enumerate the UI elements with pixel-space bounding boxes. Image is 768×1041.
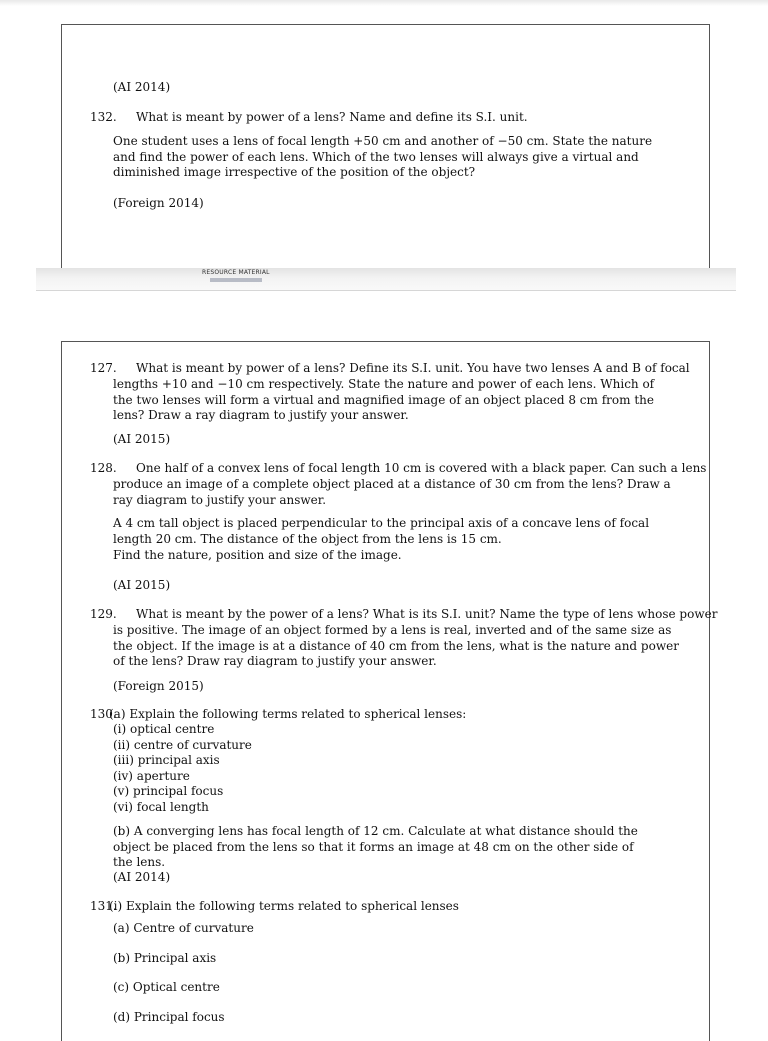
- question-text: One half of a convex lens of focal length 10 cm is covered with a black paper. Can such a lens: [136, 461, 707, 475]
- question-129-heading: [90, 607, 717, 623]
- question-text: What is meant by power of a lens? Name and define its S.I. unit.: [136, 110, 528, 124]
- logo-bar: [210, 278, 262, 282]
- question-129-text: is positive. The image of an object formed by a lens is real, inverted and of the same size as the object. If the image is at a distance of 40 cm from the lens, what is the nature and power of the lens? Draw ray diagram to justify your answer.: [113, 623, 679, 668]
- question-129-source: (Foreign 2015): [113, 679, 204, 693]
- question-130-heading: [90, 707, 466, 723]
- question-128-heading: [90, 461, 706, 477]
- list-item: (v) principal focus: [113, 784, 224, 799]
- question-128-numerical: A 4 cm tall object is placed perpendicular to the principal axis of a concave lens of focal length 20 cm. The distance of the object from the lens is 15 cm.: [113, 516, 650, 546]
- question-131-heading: [90, 899, 459, 915]
- question-text: What is meant by the power of a lens? What is its S.I. unit? Name the type of lens whose power: [136, 607, 718, 621]
- list-item: (a) Centre of curvature: [113, 921, 254, 935]
- list-item: (d) Principal focus: [113, 1010, 225, 1024]
- question-part-i: (i) Explain the following terms related to spherical lenses: [109, 899, 459, 913]
- list-item: (b) Principal axis: [113, 951, 217, 965]
- resource-material-logo: [202, 269, 282, 284]
- source-tag-ai-2014: (AI 2014): [113, 80, 171, 94]
- list-item: (c) Optical centre: [113, 980, 220, 994]
- question-number: 128.: [90, 461, 117, 475]
- logo-text: RESOURCE MATERIAL: [202, 269, 270, 276]
- question-130-part-b: (b) A converging lens has focal length of 12 cm. Calculate at what distance should the object be placed from the lens so that it forms an image at 48 cm on the other side of the lens.: [113, 824, 638, 869]
- question-127-heading: [90, 361, 690, 377]
- question-132-source: (Foreign 2014): [113, 196, 204, 210]
- question-130-term-list: [113, 722, 252, 816]
- list-item: (ii) centre of curvature: [113, 737, 252, 752]
- question-part-a: (a) Explain the following terms related to spherical lenses:: [109, 707, 467, 721]
- list-item: (vi) focal length: [113, 799, 209, 814]
- question-number: 127.: [90, 361, 117, 375]
- viewer-top-edge: [0, 0, 768, 6]
- list-item: (iii) principal axis: [113, 753, 220, 768]
- question-128-text: produce an image of a complete object placed at a distance of 30 cm from the lens? Draw a ray diagram to justify your answer.: [113, 477, 671, 507]
- question-128-numerical-ask: Find the nature, position and size of the image.: [113, 548, 402, 562]
- question-number: 129.: [90, 607, 117, 621]
- question-number: 132.: [90, 110, 117, 124]
- page-divider: [36, 268, 736, 291]
- question-132-heading: [90, 110, 528, 126]
- question-127-source: (AI 2015): [113, 432, 171, 446]
- question-127-text: lengths +10 and −10 cm respectively. State the nature and power of each lens. Which of the two lenses will form a virtual and magnified image of an object placed 8 cm from the lens? Draw a ray diagram to justify your answer.: [113, 377, 655, 422]
- list-item: (i) optical centre: [113, 722, 215, 736]
- list-item: (iv) aperture: [113, 768, 190, 783]
- question-130-source: (AI 2014): [113, 870, 171, 884]
- question-number: 130.: [90, 707, 117, 721]
- question-number: 131.: [90, 899, 117, 913]
- question-text: What is meant by power of a lens? Define its S.I. unit. You have two lenses A and B of focal: [136, 361, 690, 375]
- question-132-paragraph: One student uses a lens of focal length +50 cm and another of −50 cm. State the nature and find the power of each lens. Which of the two lenses will always give a virtual and diminished image irrespective of the position of the object?: [113, 134, 653, 179]
- question-128-source: (AI 2015): [113, 578, 171, 592]
